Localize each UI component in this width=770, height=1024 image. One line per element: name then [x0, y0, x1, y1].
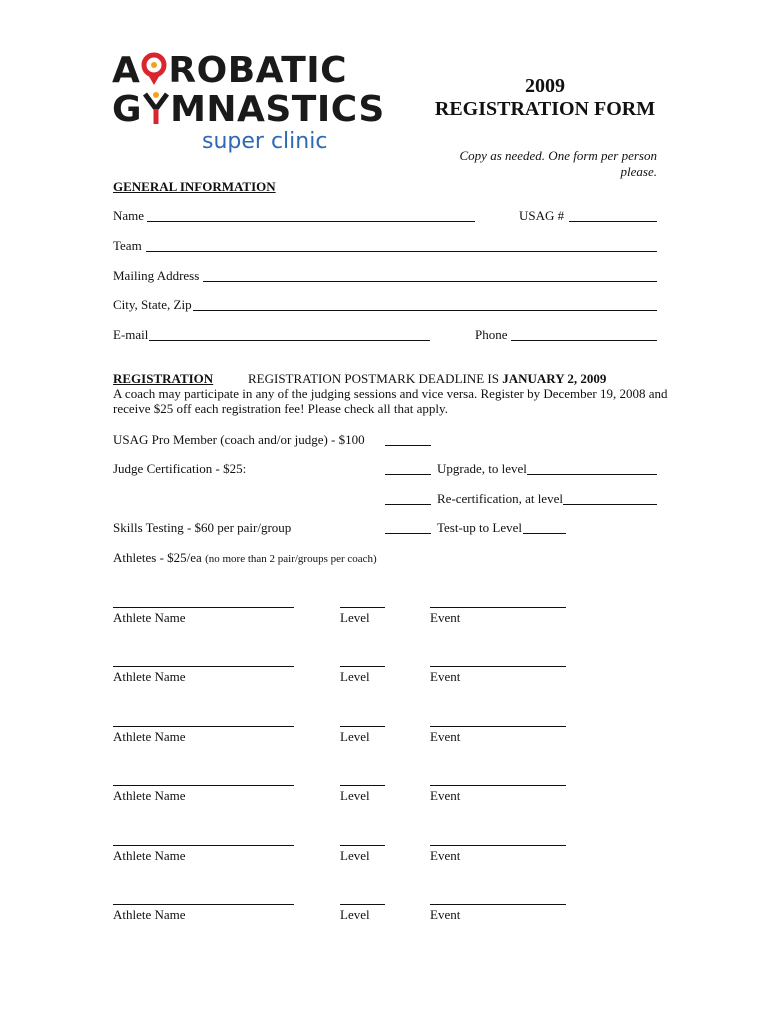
usag-number-field[interactable]: [569, 221, 657, 222]
team-field[interactable]: [146, 251, 657, 252]
phone-label: Phone: [475, 327, 508, 342]
athlete-row: [0, 726, 770, 756]
deadline-date: JANUARY 2, 2009: [502, 371, 607, 386]
recertification-checkline[interactable]: [385, 504, 431, 505]
general-information-heading: GENERAL INFORMATION: [113, 179, 276, 194]
athlete-row: [0, 904, 770, 934]
athlete-event-field[interactable]: [430, 904, 566, 905]
logo-pin-icon: [140, 52, 168, 86]
athlete-name-label: Athlete Name: [113, 669, 186, 684]
mailing-address-label: Mailing Address: [113, 268, 200, 283]
aerobatic-gymnastics-logo: [112, 50, 385, 154]
athlete-event-label: Event: [430, 848, 461, 863]
athlete-name-field[interactable]: [113, 904, 294, 905]
pro-member-checkline[interactable]: [385, 445, 431, 446]
form-subtitle: Copy as needed. One form per person please.: [459, 148, 657, 179]
athlete-event-label: Event: [430, 610, 461, 625]
mailing-address-field[interactable]: [203, 281, 657, 282]
athlete-event-label: Event: [430, 788, 461, 803]
logo-line-1: [112, 52, 352, 89]
athlete-row: [0, 845, 770, 875]
registration-heading: REGISTRATION: [113, 371, 214, 386]
athlete-name-field[interactable]: [113, 845, 294, 846]
athlete-level-label: Level: [340, 610, 370, 625]
phone-field[interactable]: [511, 340, 657, 341]
athlete-name-field[interactable]: [113, 607, 294, 608]
upgrade-label: Upgrade, to level: [437, 461, 527, 476]
form-year: 2009: [525, 75, 565, 97]
pro-member-label: USAG Pro Member (coach and/or judge) - $100: [113, 432, 365, 447]
logo-figure-icon: [142, 91, 170, 125]
test-up-label: Test-up to Level: [437, 520, 523, 535]
recertification-label: Re-certification, at level: [437, 491, 563, 506]
athlete-name-field[interactable]: [113, 785, 294, 786]
athlete-level-field[interactable]: [340, 726, 385, 727]
upgrade-level-field[interactable]: [527, 474, 657, 475]
athlete-level-label: Level: [340, 729, 370, 744]
athlete-event-label: Event: [430, 907, 461, 922]
athlete-event-label: Event: [430, 669, 461, 684]
athlete-level-field[interactable]: [340, 785, 385, 786]
email-field[interactable]: [149, 340, 430, 341]
athlete-name-field[interactable]: [113, 726, 294, 727]
athlete-row: [0, 785, 770, 815]
city-state-zip-field[interactable]: [193, 310, 657, 311]
test-up-level-field[interactable]: [523, 533, 566, 534]
athlete-event-field[interactable]: [430, 726, 566, 727]
athlete-event-field[interactable]: [430, 785, 566, 786]
athlete-level-field[interactable]: [340, 845, 385, 846]
registration-deadline: [248, 371, 606, 387]
athlete-name-label: Athlete Name: [113, 848, 186, 863]
athlete-name-label: Athlete Name: [113, 788, 186, 803]
athlete-level-label: Level: [340, 788, 370, 803]
athletes-note: (no more than 2 pair/groups per coach): [205, 553, 377, 565]
upgrade-checkline[interactable]: [385, 474, 431, 475]
city-state-zip-label: City, State, Zip: [113, 297, 192, 312]
athlete-level-field[interactable]: [340, 904, 385, 905]
athlete-level-label: Level: [340, 848, 370, 863]
usag-number-label: USAG #: [519, 208, 565, 223]
athlete-name-label: Athlete Name: [113, 610, 186, 625]
logo-super-clinic: super clinic: [202, 129, 328, 154]
athlete-level-field[interactable]: [340, 666, 385, 667]
athlete-name-label: Athlete Name: [113, 729, 186, 744]
team-label: Team: [113, 238, 142, 253]
athlete-row: [0, 607, 770, 637]
judge-certification-label: Judge Certification - $25:: [113, 461, 247, 476]
email-label: E-mail: [113, 327, 149, 342]
recertification-level-field[interactable]: [563, 504, 657, 505]
skills-testing-label: Skills Testing - $60 per pair/group: [113, 520, 292, 535]
registration-description-line-2: receive $25 off each registration fee! Please check all that apply.: [113, 401, 448, 416]
name-label: Name: [113, 208, 145, 223]
deadline-prefix: REGISTRATION POSTMARK DEADLINE IS: [248, 371, 503, 386]
logo-letter-a: A: [112, 50, 141, 91]
form-title: REGISTRATION FORM: [434, 98, 656, 120]
athlete-name-field[interactable]: [113, 666, 294, 667]
athletes-label: [113, 550, 377, 567]
athlete-event-field[interactable]: [430, 607, 566, 608]
athlete-event-field[interactable]: [430, 666, 566, 667]
athlete-level-field[interactable]: [340, 607, 385, 608]
athlete-event-label: Event: [430, 729, 461, 744]
skills-testing-checkline[interactable]: [385, 533, 431, 534]
athlete-level-label: Level: [340, 669, 370, 684]
athlete-name-label: Athlete Name: [113, 907, 186, 922]
name-field[interactable]: [147, 221, 475, 222]
athletes-fee: Athletes - $25/ea: [113, 550, 202, 565]
logo-word-robatic: ROBATIC: [168, 50, 348, 91]
athlete-event-field[interactable]: [430, 845, 566, 846]
athlete-level-label: Level: [340, 907, 370, 922]
logo-word-mnastics: MNASTICS: [170, 89, 385, 130]
athlete-row: [0, 666, 770, 696]
logo-line-2: [112, 89, 385, 130]
logo-letter-g: G: [112, 89, 143, 130]
registration-description-line-1: A coach may participate in any of the judging sessions and vice versa. Register by December 19, 2008 and: [113, 386, 668, 401]
